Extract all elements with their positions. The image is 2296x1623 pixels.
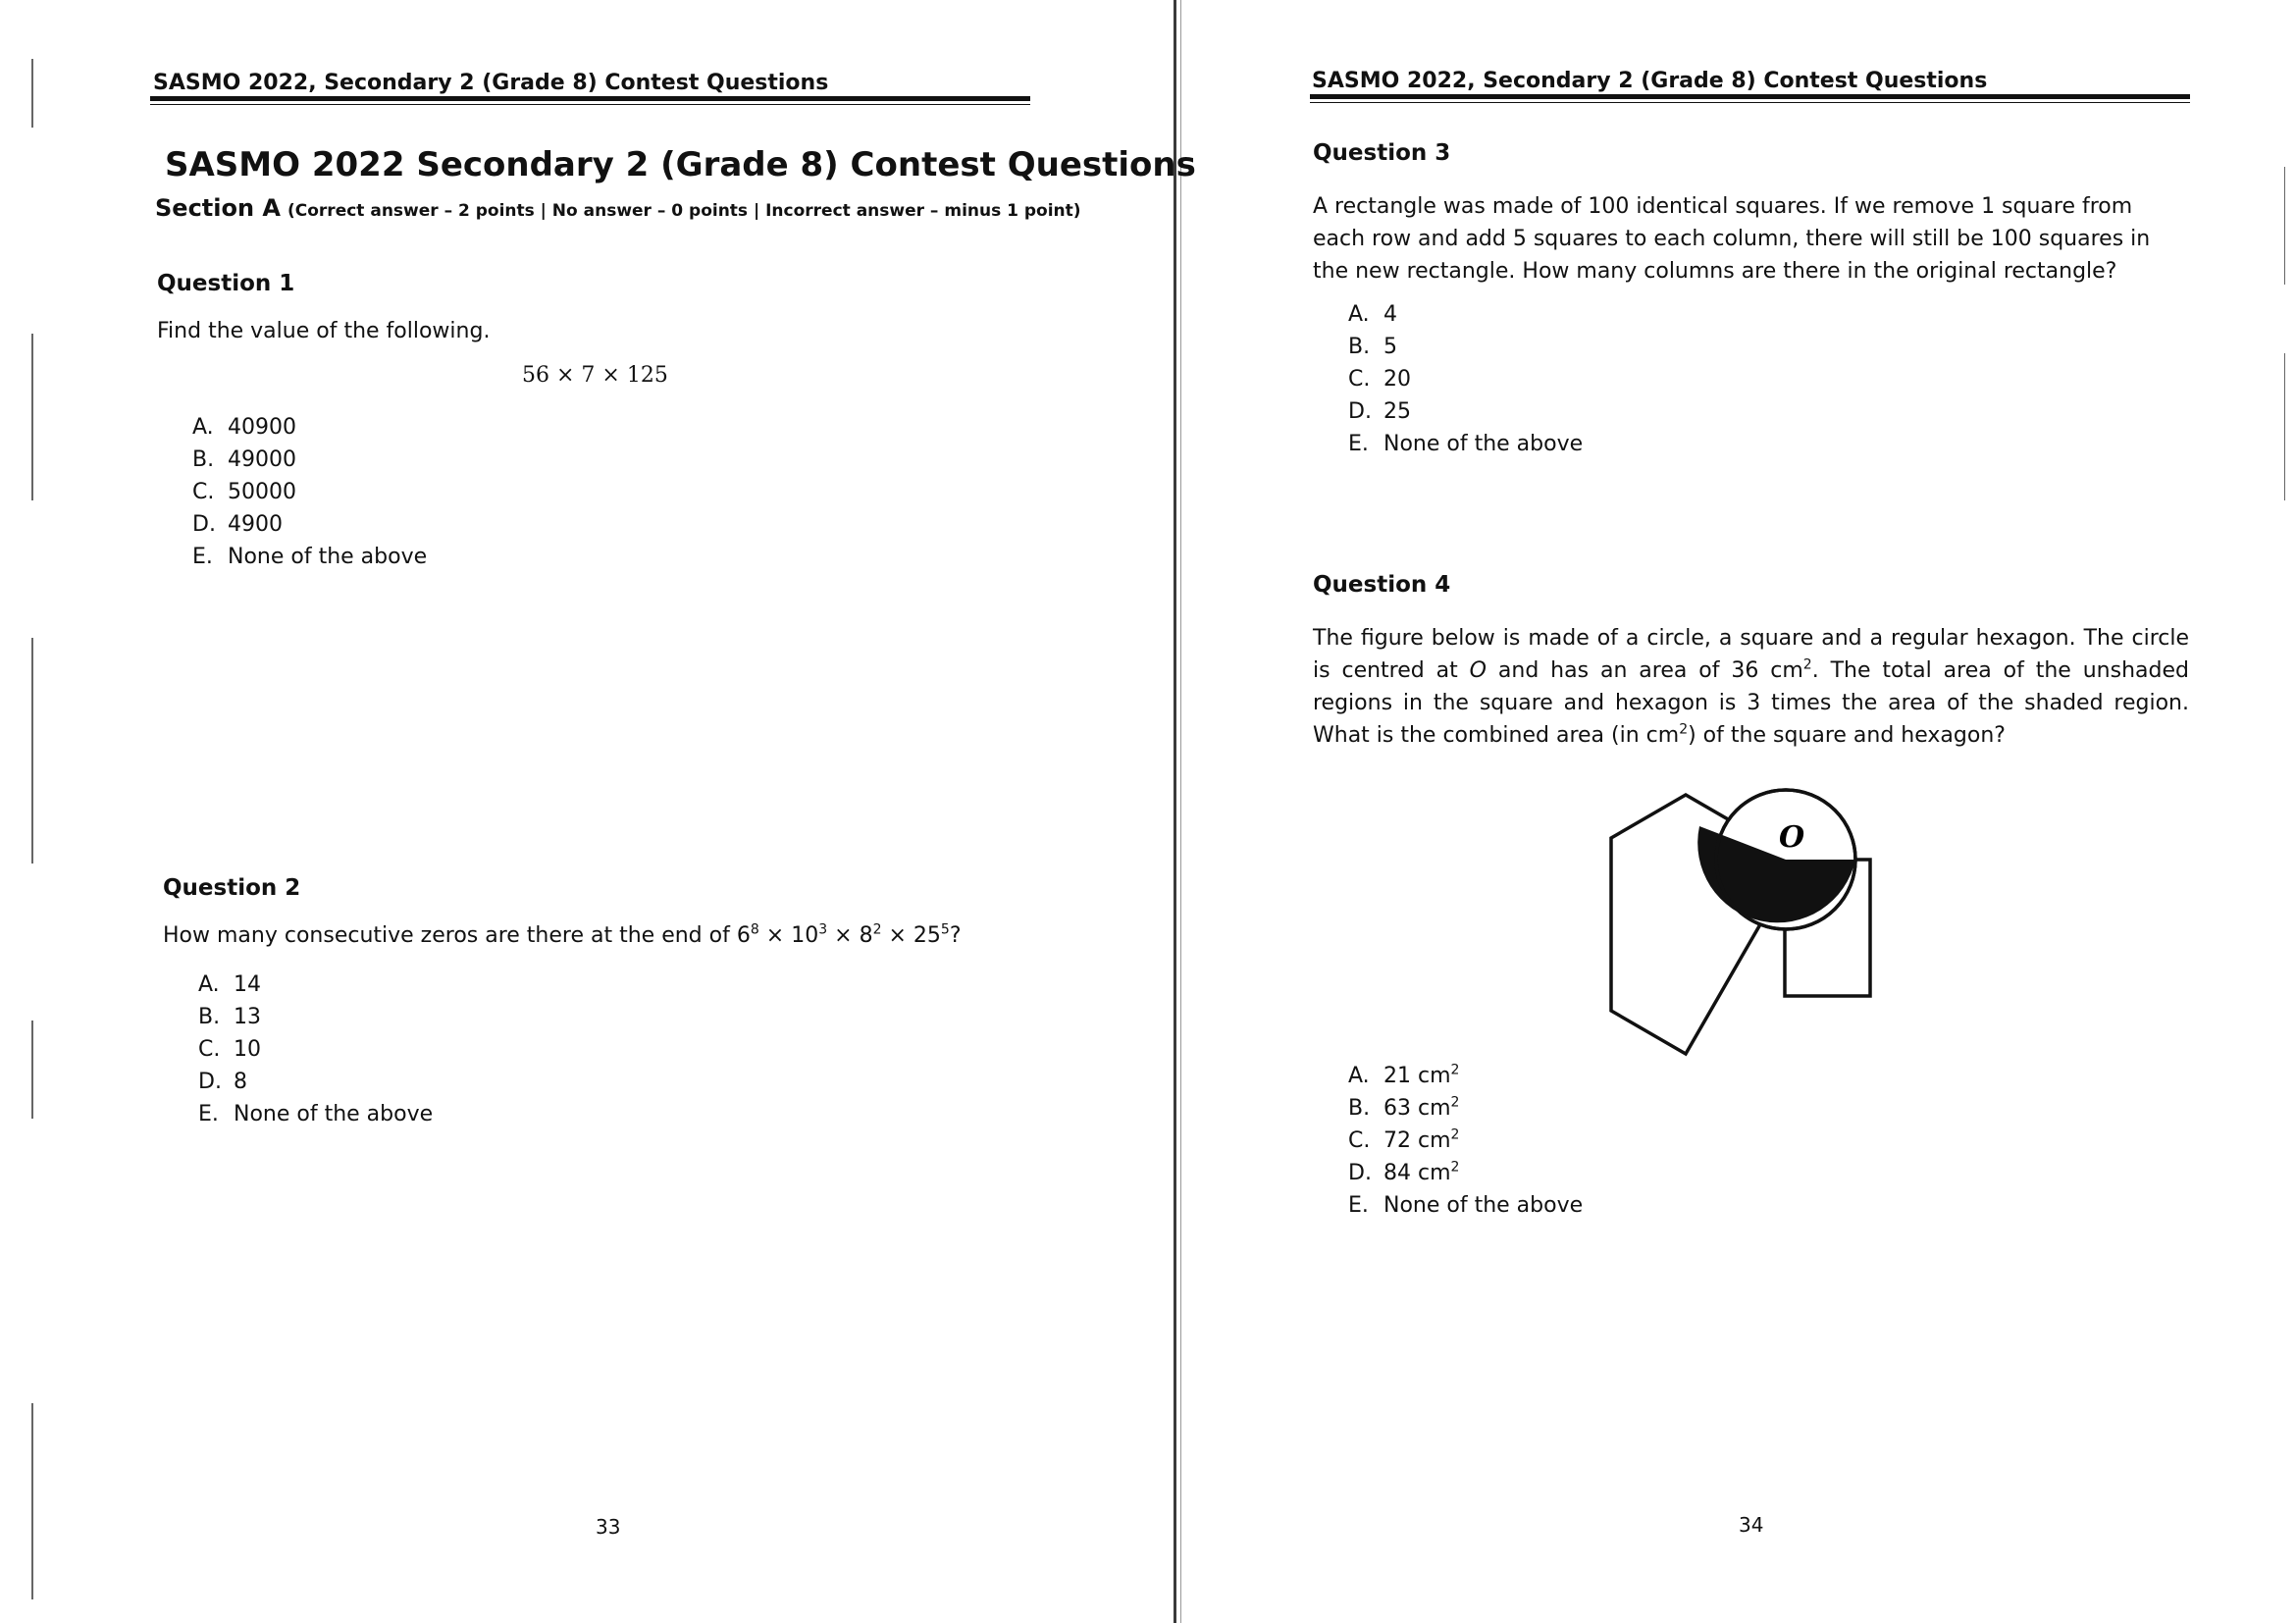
option-e: E. None of the above <box>198 1102 434 1126</box>
option-b: B. 49000 <box>192 447 296 472</box>
question-1-formula: 56 × 7 × 125 <box>522 363 668 388</box>
option-c: C. 72 $cm^2$ <box>1348 1126 1460 1153</box>
question-4-figure <box>1565 754 1957 1060</box>
question-4-title: Question 4 <box>1313 572 1451 598</box>
header-rule <box>150 96 1030 101</box>
page-number-right: 34 <box>1739 1513 1764 1537</box>
section-scoring-rules: (Correct answer – 2 points | No answer – 0 points | Incorrect answer – minus 1 point) <box>287 201 1081 221</box>
option-e: E. None of the above <box>1348 432 1584 456</box>
page-number-left: 33 <box>596 1515 621 1539</box>
question-1-text: Find the value of the following. <box>157 319 491 343</box>
option-d: D. 25 <box>1348 399 1411 424</box>
question-3-options <box>1348 298 1583 460</box>
question-2-title: Question 2 <box>163 875 301 901</box>
section-heading <box>155 194 1081 222</box>
question-2-expression: $6^8 \times 10^3 \times 8^2 \times 25^5$? <box>736 921 962 948</box>
option-e: E. None of the above <box>1348 1193 1584 1218</box>
option-a: A. 40900 <box>192 415 296 440</box>
option-b: B. 13 <box>198 1005 261 1029</box>
running-header: SASMO 2022, Secondary 2 (Grade 8) Contest Questions <box>153 71 829 95</box>
header-rule-thin <box>150 104 1030 105</box>
option-d: D. 4900 <box>192 512 283 537</box>
page-right <box>1177 0 2296 1623</box>
header-rule <box>1310 94 2190 99</box>
question-4-text: The figure below is made of a circle, a square and a regular hexagon. The circle is centred at O and has an area of 36 $cm^2$. The total area of the unshaded regions in the square and hexagon is 3 times the area of the shaded region. What is the combined area (in $cm^2$) of the square and hexagon? <box>1313 626 2189 748</box>
option-c: C. 50000 <box>192 480 296 504</box>
option-a: A. 14 <box>198 972 261 997</box>
option-a: A. 21 $cm^2$ <box>1348 1062 1460 1088</box>
center-label: O <box>1779 820 1805 855</box>
question-4-options <box>1348 1060 1583 1222</box>
header-rule-thin <box>1310 102 2190 103</box>
section-name: Section A <box>155 194 281 222</box>
question-2-text: How many consecutive zeros are there at the end of $6^8 \times 10^3 \times 8^2 \times 25^5$? <box>163 921 962 948</box>
question-1-title: Question 1 <box>157 271 295 296</box>
option-d: D. 84 $cm^2$ <box>1348 1159 1460 1185</box>
option-c: C. 20 <box>1348 367 1411 392</box>
running-header: SASMO 2022, Secondary 2 (Grade 8) Contest Questions <box>1312 69 1988 93</box>
question-3-title: Question 3 <box>1313 140 1451 166</box>
page-title: SASMO 2022 Secondary 2 (Grade 8) Contest Questions <box>165 145 1196 184</box>
question-2-options <box>198 969 433 1130</box>
question-3-text: A rectangle was made of 100 identical squares. If we remove 1 square from each row and add 5 squares to each column, there will still be 100 squares in the new rectangle. How many columns are there in the original rectangle? <box>1313 194 2151 284</box>
option-a: A. 4 <box>1348 302 1397 327</box>
option-d: D. 8 <box>198 1070 247 1094</box>
option-b: B. 5 <box>1348 335 1397 359</box>
option-b: B. 63 $cm^2$ <box>1348 1094 1460 1121</box>
option-e: E. None of the above <box>192 545 428 569</box>
question-1-options <box>192 411 427 573</box>
option-c: C. 10 <box>198 1037 261 1062</box>
